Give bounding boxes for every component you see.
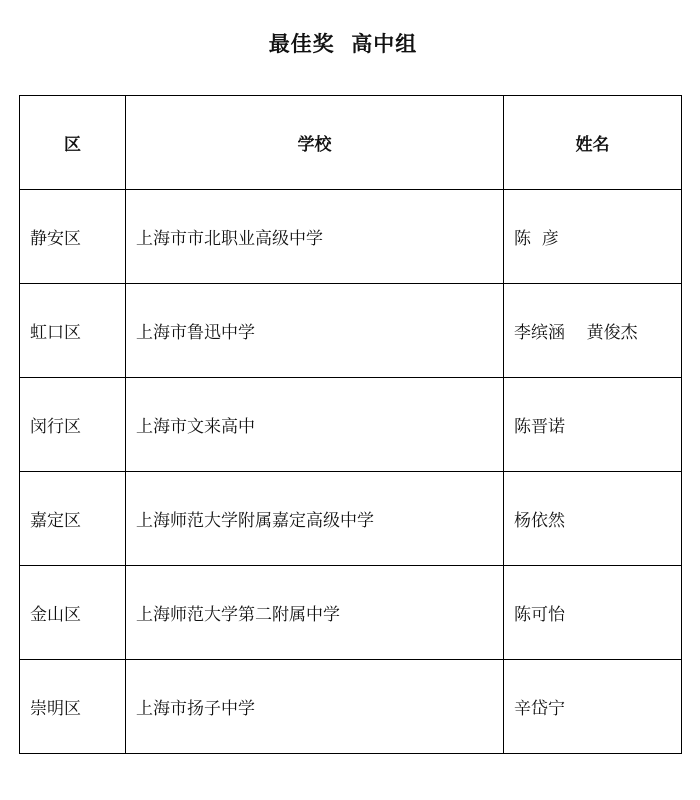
school-cell: 上海市鲁迅中学 [126, 284, 504, 378]
award-table [19, 95, 682, 754]
name-cell: 陈晋诺 [504, 378, 682, 472]
name-cell: 李缤涵 黄俊杰 [504, 284, 682, 378]
school-cell: 上海师范大学第二附属中学 [126, 566, 504, 660]
table-row [20, 472, 682, 566]
district-cell: 静安区 [20, 190, 126, 284]
name-cell: 杨依然 [504, 472, 682, 566]
name-cell: 陈可怡 [504, 566, 682, 660]
school-cell: 上海市扬子中学 [126, 660, 504, 754]
school-cell: 上海市文来高中 [126, 378, 504, 472]
table-row [20, 190, 682, 284]
district-cell: 虹口区 [20, 284, 126, 378]
table-row [20, 660, 682, 754]
district-cell: 闵行区 [20, 378, 126, 472]
column-header-school: 学校 [126, 96, 504, 190]
table-row [20, 566, 682, 660]
district-cell: 嘉定区 [20, 472, 126, 566]
district-cell: 金山区 [20, 566, 126, 660]
school-cell: 上海市市北职业高级中学 [126, 190, 504, 284]
name-cell: 辛岱宁 [504, 660, 682, 754]
name-cell: 陈 彦 [504, 190, 682, 284]
column-header-district: 区 [20, 96, 126, 190]
table-row [20, 284, 682, 378]
district-cell: 崇明区 [20, 660, 126, 754]
column-header-name: 姓名 [504, 96, 682, 190]
page-title: 最佳奖 高中组 [268, 31, 418, 56]
table-header-row [20, 96, 682, 190]
table-row [20, 378, 682, 472]
school-cell: 上海师范大学附属嘉定高级中学 [126, 472, 504, 566]
